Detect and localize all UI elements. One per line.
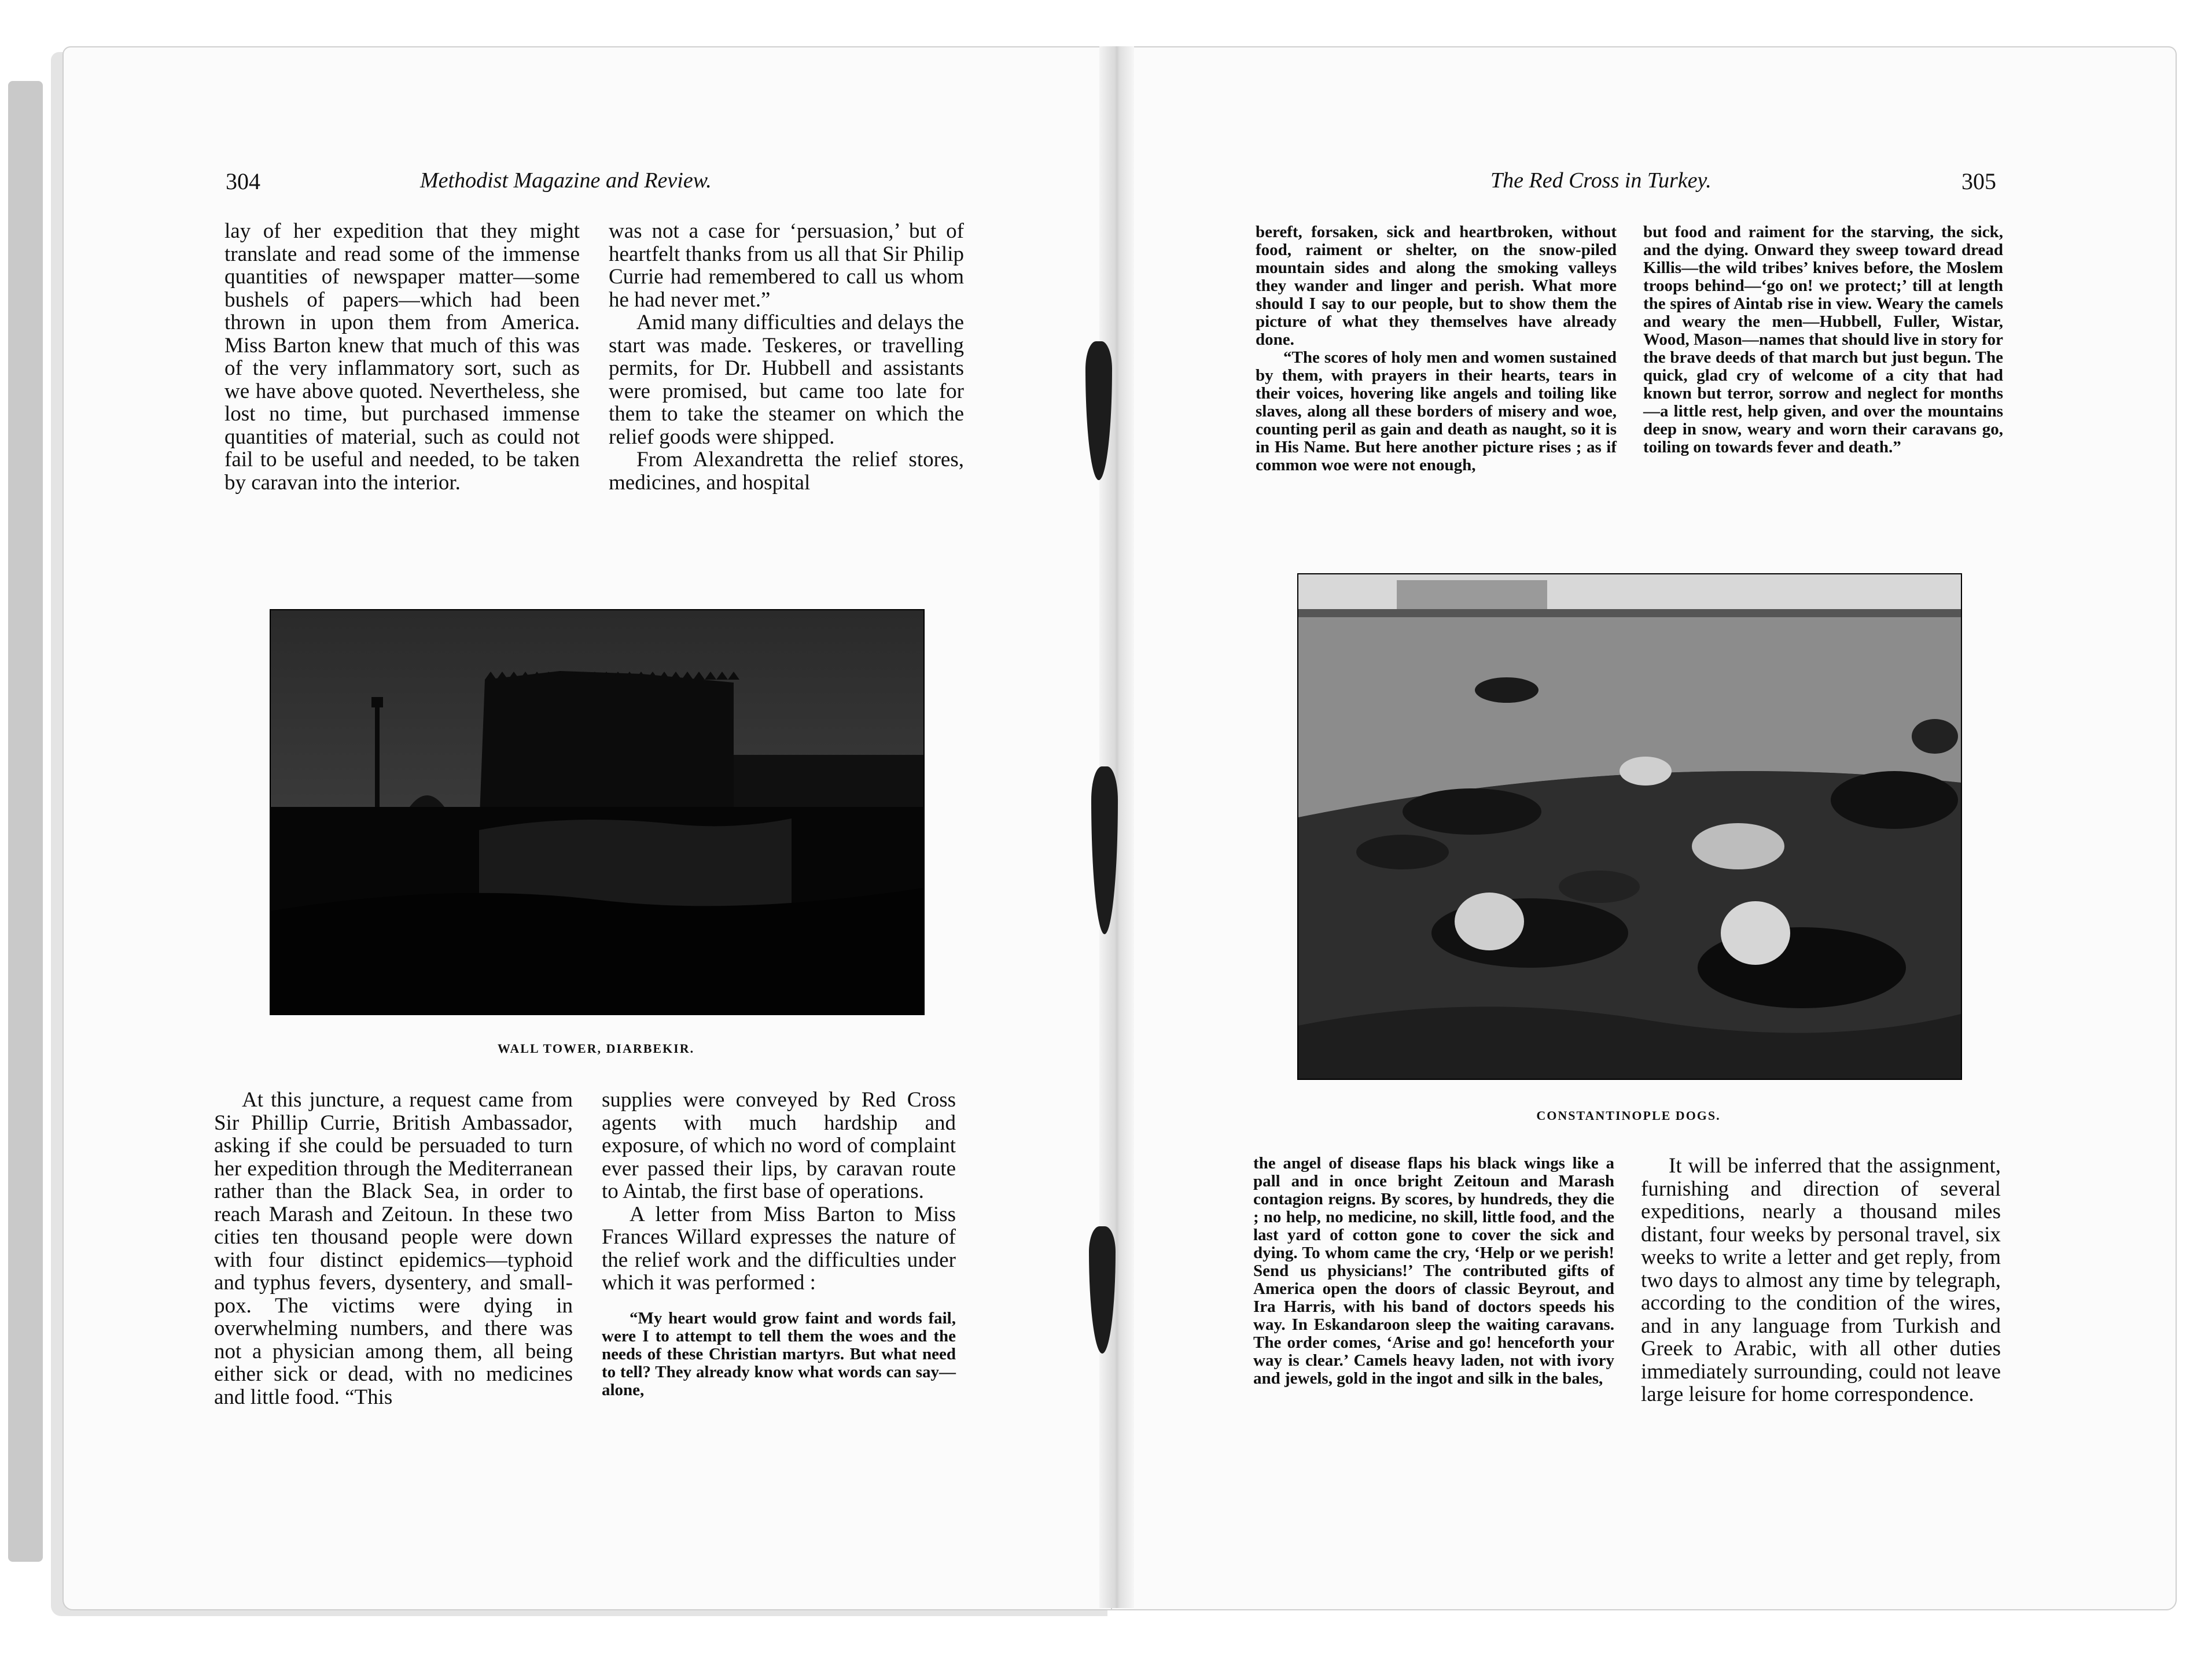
paragraph: “The scores of holy men and women sustained by them, with prayers in their hearts, tears in their voices, hovering like angels and toiling like slaves, along all these borders of misery and woe, counting peril as gain and death as naught, so it is in His Name. But here another picture rises ; as if common woe were not enough, xyxy=(1256,348,1617,474)
left-col1-bottom xyxy=(214,1089,573,1470)
paragraph: lay of her expedition that they might translate and read some of the immense quantities of newspaper matter—some bushels of papers—which had been thrown in upon them from America. Miss Barton knew that much of this was of the very inflammatory sort, such as we have above quoted. Nevertheless, she lost no time, but purchased immense quantities of material, such as could not fail to be useful and needed, to be taken by caravan into the interior. xyxy=(224,219,580,495)
book-edge xyxy=(8,81,43,1562)
right-running-head: The Red Cross in Turkey. xyxy=(1490,168,1712,193)
left-col1-top xyxy=(224,220,580,567)
paragraph: but food and raiment for the starving, the sick, and the dying. Onward they sweep toward dread Killis—the wild tribes’ knives before, the Moslem troops behind—‘go on! we protect;’ till at length the spires of Aintab rise in view. Weary the camels and weary the men—Hubbell, Fuller, Wistar, Wood, Mason—names that should live in story for the brave deeds of that march but just begun. The quick, glad cry of welcome of a city that had known but terror, sorrow and neglect for months—a little rest, help given, and over the mountains deep in snow, weary and worn their caravans go, toiling on towards fever and death.” xyxy=(1643,223,2003,456)
paragraph: At this juncture, a request came from Sir Phillip Currie, British Ambassador, asking if she could be persuaded to turn her expedition through the Mediterranean rather than the Black Sea, in order to reach Marash and Zeitoun. In these two cities ten thousand people were down with four distinct epidemics—typhoid and typhus fevers, dysentery, and small-pox. The victims were dying in overwhelming numbers, and there was not a physician among them, all being either sick or dead, with no medicines and little food. “This xyxy=(214,1088,573,1409)
left-col2-top xyxy=(609,220,964,567)
figure-caption-dogs: CONSTANTINOPLE DOGS. xyxy=(1536,1108,1721,1123)
left-col2-bottom xyxy=(602,1089,956,1470)
left-running-head: Methodist Magazine and Review. xyxy=(420,168,712,193)
paragraph: bereft, forsaken, sick and heartbroken, without food, raiment or shelter, on the snow-piled mountain sides and along the smoking valleys they wander and linger and perish. What more should I say to our people, but to show them the picture of what they themselves have already done. xyxy=(1256,223,1617,349)
right-page-number: 305 xyxy=(1961,168,1996,194)
left-page-number: 304 xyxy=(226,168,260,194)
paragraph: the angel of disease flaps his black wings like a pall and in once bright Zeitoun and Marash contagion reigns. By scores, by hundreds, they die ; no help, no medicine, no skill, little food, and the last yard of cotton gone to cover the sick and dying. To whom came the cry, ‘Help or we perish! Send us physicians!’ The contributed gifts of America open the doors of classic Beyrout, and Ira Harris, with his band of doctors speeds his way. In Eskandaroon sleep the waiting caravans. The order comes, ‘Arise and go! henceforth your way is clear.’ Camels heavy laden, not with ivory and jewels, gold in the ingot and silk in the bales, xyxy=(1253,1154,1614,1388)
right-col2-top xyxy=(1643,223,2003,547)
right-col1-bottom xyxy=(1253,1155,1614,1478)
right-col2-bottom xyxy=(1641,1155,2001,1478)
figure-caption-wall-tower: WALL TOWER, DIARBEKIR. xyxy=(497,1041,695,1056)
paragraph: was not a case for ‘persuasion,’ but of heartfelt thanks from us all that Sir Philip Currie had remembered to call us whom he had never met.” xyxy=(609,219,964,312)
block-quote: “My heart would grow faint and words fail, were I to attempt to tell them the woes and the needs of these Christian martyrs. But what need to tell? They already know what words can say—alone, xyxy=(602,1308,956,1399)
paragraph: From Alexandretta the relief stores, medicines, and hospital xyxy=(609,448,964,495)
paragraph: Amid many difficulties and delays the start was made. Teskeres, or travelling permits, for Dr. Hubbell and assistants were promised, but came too late for them to take the steamer on which the relief goods were shipped. xyxy=(609,311,964,449)
paragraph: supplies were conveyed by Red Cross agents with much hardship and exposure, of which no word of complaint ever passed their lips, by caravan route to Aintab, the first base of operations. xyxy=(602,1088,956,1203)
dogs-illustration xyxy=(1298,574,1961,1079)
paragraph: It will be inferred that the assignment, furnishing and direction of several expeditions, nearly a thousand miles distant, four weeks by personal travel, six weeks to write a letter and get reply, from two days to almost any time by telegraph, according to the condition of the wires, and in any language from Turkish and Greek to Arabic, with all other duties immediately surrounding, could not leave large leisure for home correspondence. xyxy=(1641,1154,2001,1406)
wall-tower-illustration xyxy=(271,610,923,1014)
wall-tower-photo xyxy=(270,609,925,1015)
constantinople-dogs-photo xyxy=(1297,573,1962,1080)
right-col1-top xyxy=(1256,223,1617,547)
paragraph: A letter from Miss Barton to Miss Frances Willard expresses the nature of the relief work and the difficulties under which it was performed : xyxy=(602,1202,956,1295)
